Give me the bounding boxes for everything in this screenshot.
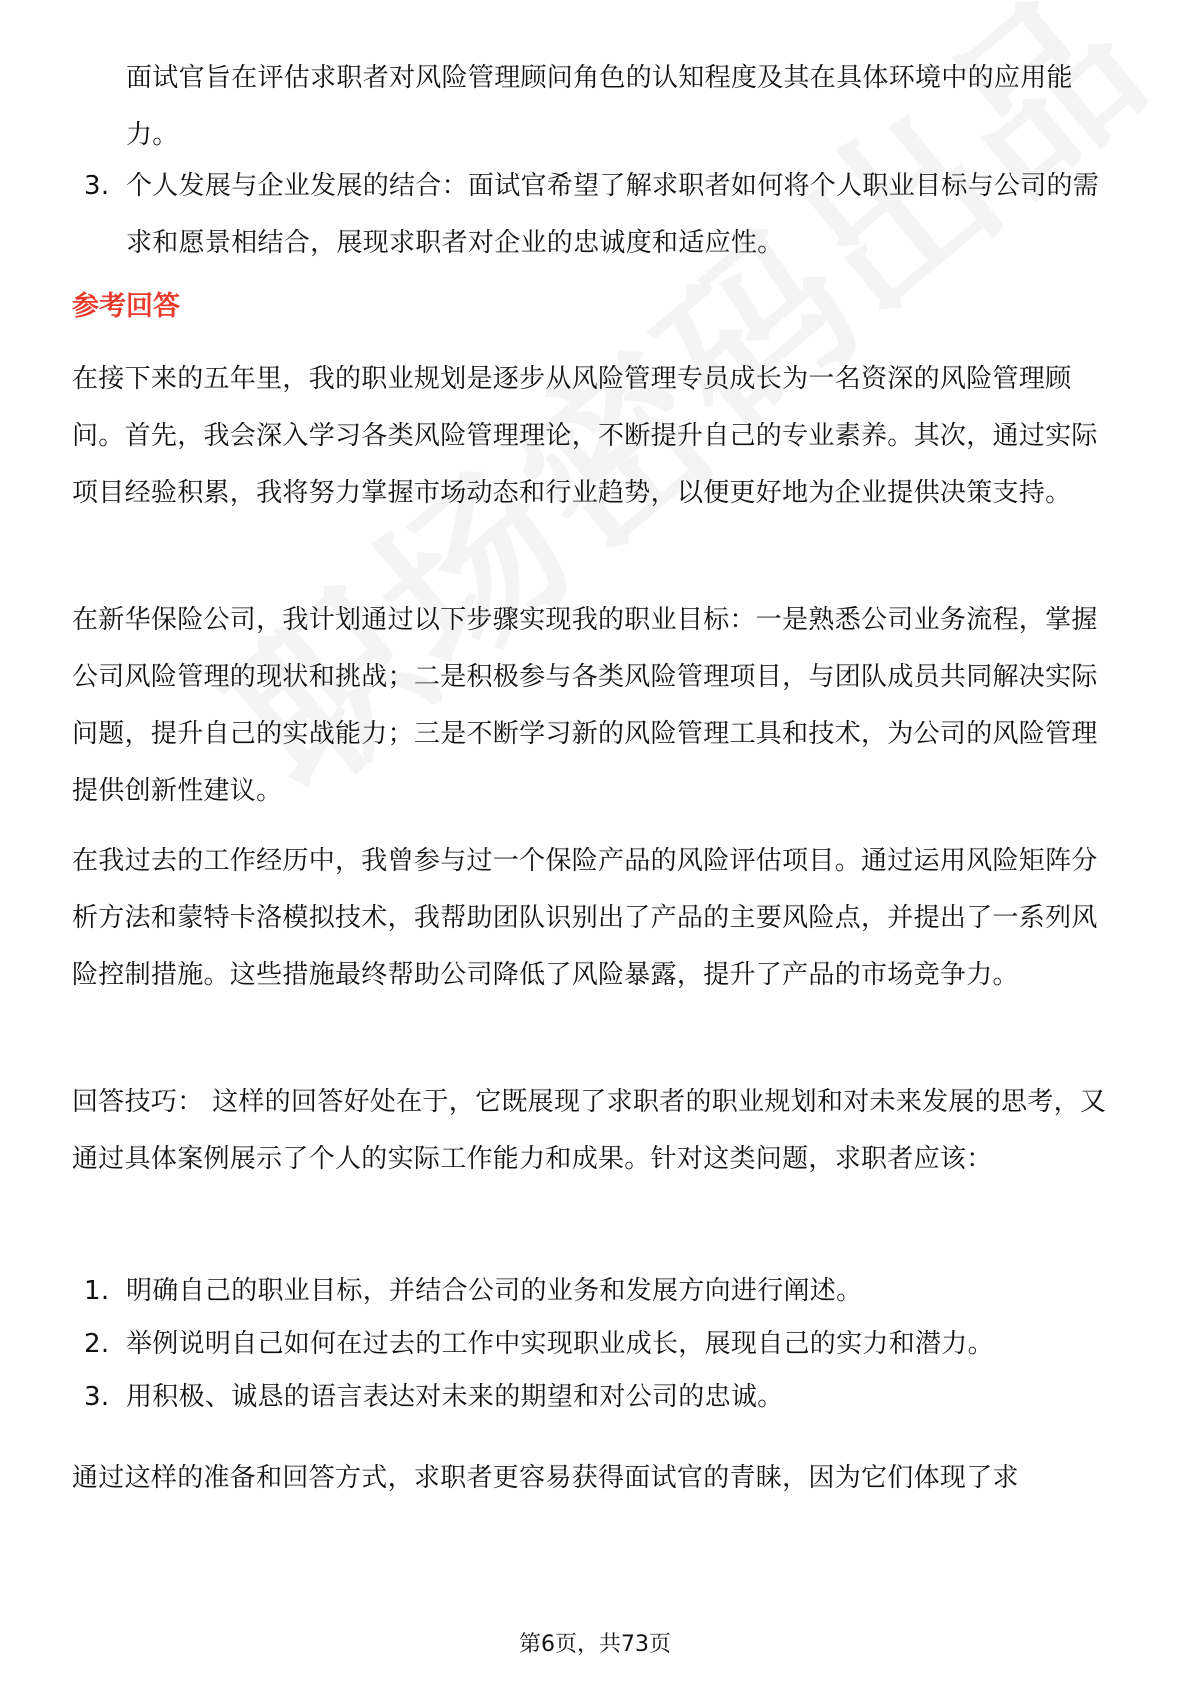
tips-list-item <box>84 1369 1124 1426</box>
list-number: 3. <box>84 1382 110 1412</box>
answer-paragraph-2: 在新华保险公司，我计划通过以下步骤实现我的职业目标：一是熟悉公司业务流程，掌握公司风险管理的现状和挑战；二是积极参与各类风险管理项目，与团队成员共同解决实际问题，提升自己的实战能力；三是不断学习新的风险管理工具和技术，为公司的风险管理提供创新性建议。 <box>72 605 1098 806</box>
tips-list-item <box>84 1316 1124 1373</box>
list-item-text: 举例说明自己如何在过去的工作中实现职业成长，展现自己的实力和潜力。 <box>126 1329 994 1359</box>
answer-paragraph-3: 在我过去的工作经历中，我曾参与过一个保险产品的风险评估项目。通过运用风险矩阵分析方法和蒙特卡洛模拟技术，我帮助团队识别出了产品的主要风险点，并提出了一系列风险控制措施。这些措施最终帮助公司降低了风险暴露，提升了产品的市场竞争力。 <box>72 846 1098 990</box>
closing-paragraph: 通过这样的准备和回答方式，求职者更容易获得面试官的青睐，因为它们体现了求 <box>72 1463 1019 1493</box>
intro-list-continuation <box>84 50 1124 164</box>
list-item-text: 用积极、诚恳的语言表达对未来的期望和对公司的忠诚。 <box>126 1382 784 1412</box>
tips-paragraph: 回答技巧： 这样的回答好处在于，它既展现了求职者的职业规划和对未来发展的思考，又通过具体案例展示了个人的实际工作能力和成果。针对这类问题，求职者应该： <box>72 1087 1107 1174</box>
list-number: 3. <box>84 171 110 201</box>
answer-paragraph-1: 在接下来的五年里，我的职业规划是逐步从风险管理专员成长为一名资深的风险管理顾问。首先，我会深入学习各类风险管理理论，不断提升自己的专业素养。其次，通过实际项目经验积累，我将努力掌握市场动态和行业趋势，以便更好地为企业提供决策支持。 <box>72 364 1098 508</box>
section-heading: 参考回答 <box>72 291 180 322</box>
list-number: 2. <box>84 1329 110 1359</box>
list-number: 1. <box>84 1276 110 1306</box>
list-item-text: 明确自己的职业目标，并结合公司的业务和发展方向进行阐述。 <box>126 1276 863 1306</box>
tips-list-item <box>84 1263 1124 1320</box>
list-item-text: 个人发展与企业发展的结合：面试官希望了解求职者如何将个人职业目标与公司的需求和愿景相结合，展现求职者对企业的忠诚度和适应性。 <box>126 171 1100 258</box>
intro-list-item <box>84 158 1124 272</box>
intro-list-continuation-text: 面试官旨在评估求职者对风险管理顾问角色的认知程度及其在具体环境中的应用能力。 <box>126 63 1073 150</box>
page-footer: 第6页，共73页 <box>519 1632 671 1657</box>
